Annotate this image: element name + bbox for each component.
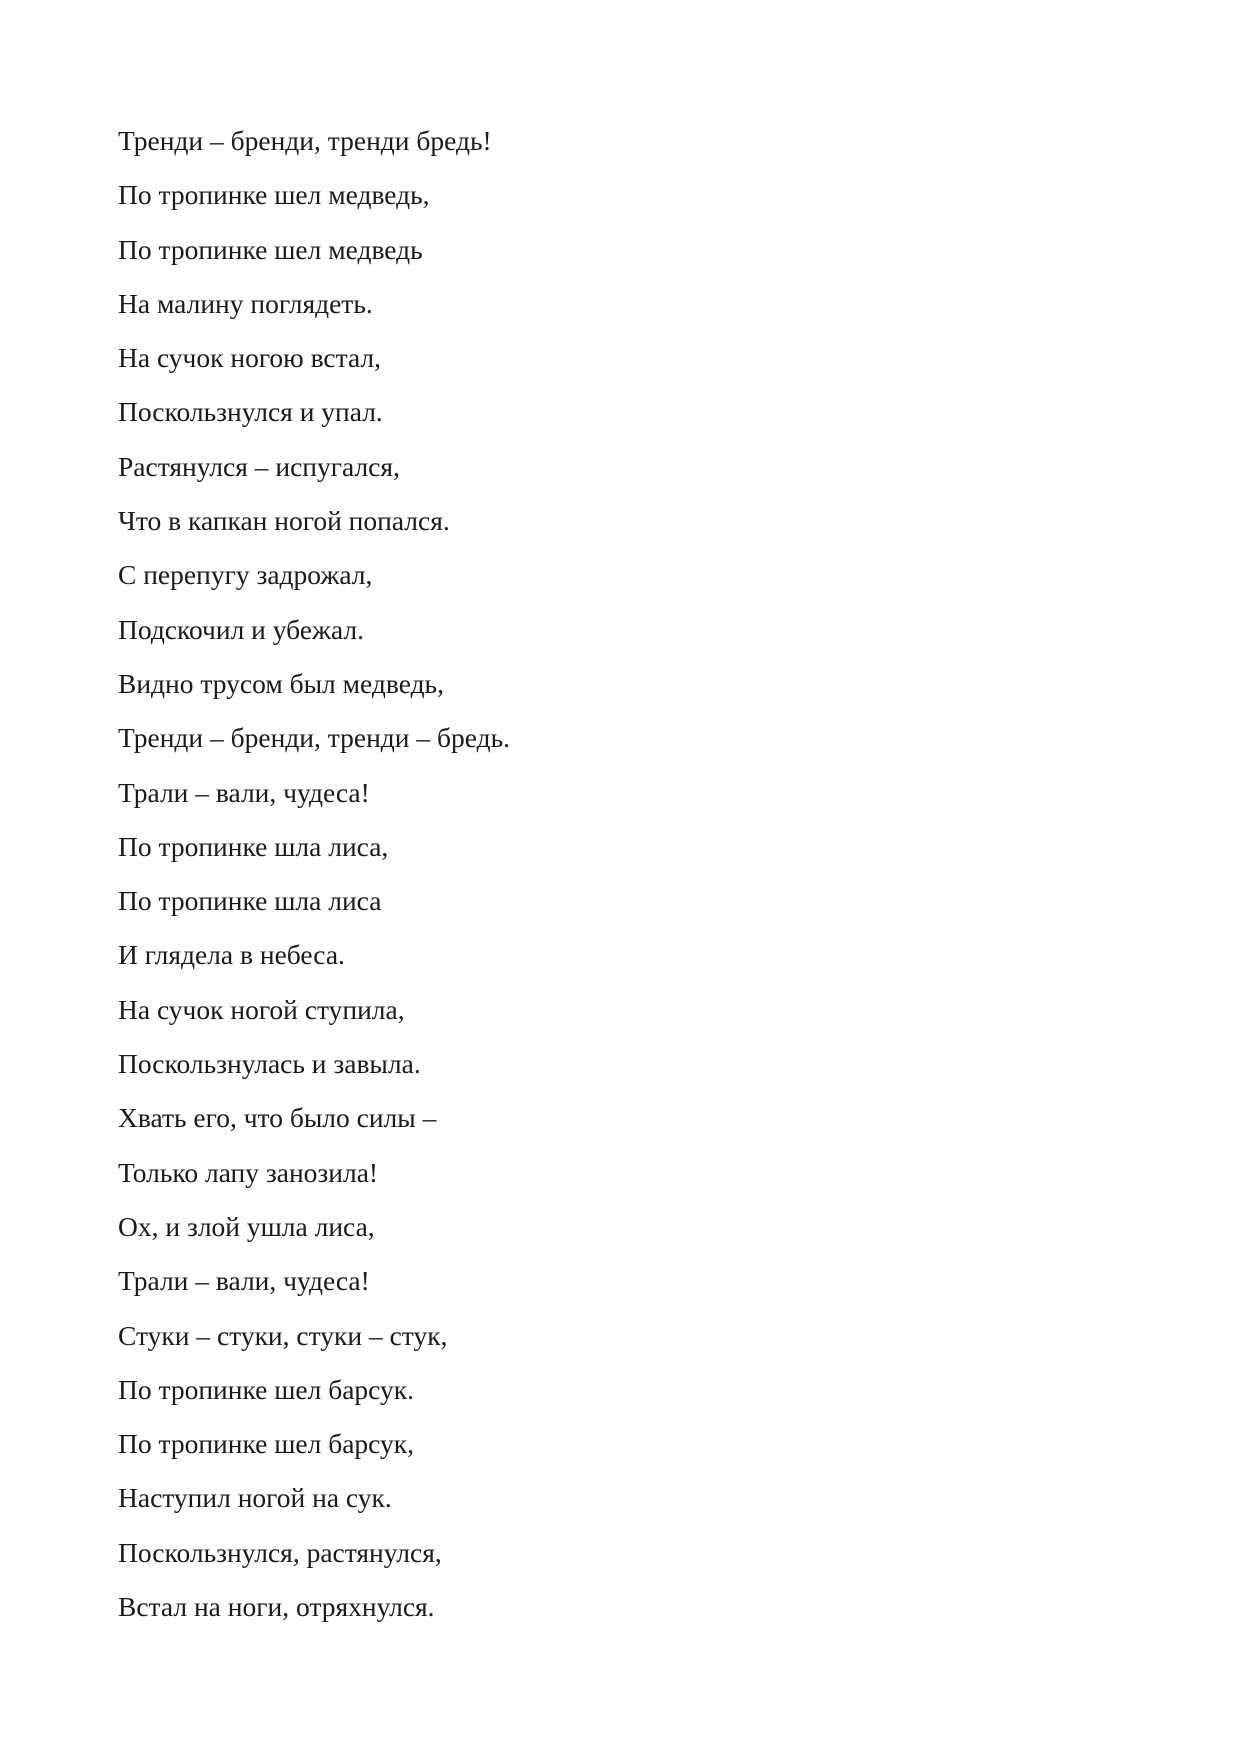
poem-line: Встал на ноги, отряхнулся.	[118, 1591, 435, 1623]
poem-line: Поскользнулся и упал.	[118, 396, 383, 428]
poem-line: Поскользнулась и завыла.	[118, 1048, 421, 1080]
poem-line: Подскочил и убежал.	[118, 613, 365, 645]
poem-text	[118, 114, 1118, 1634]
poem-line: Растянулся – испугался,	[118, 450, 400, 482]
poem-line: Стуки – стуки, стуки – стук,	[118, 1319, 448, 1351]
poem-line: Трали – вали, чудеса!	[118, 776, 370, 808]
poem-line: По тропинке шла лиса	[118, 885, 382, 917]
poem-line: Ох, и злой ушла лиса,	[118, 1210, 375, 1242]
poem-line: Видно трусом был медведь,	[118, 667, 444, 699]
poem-line: На сучок ногой ступила,	[118, 993, 405, 1025]
poem-line: Что в капкан ногой попался.	[118, 505, 450, 537]
poem-line: По тропинке шел барсук,	[118, 1428, 415, 1460]
poem-line: Хвать его, что было силы –	[118, 1102, 437, 1134]
poem-line: Трали – вали, чудеса!	[118, 1265, 370, 1297]
poem-line: Тренди – бренди, тренди бредь!	[118, 125, 492, 156]
poem-line: По тропинке шел медведь,	[118, 179, 430, 211]
poem-line: И глядела в небеса.	[118, 939, 345, 971]
poem-line: На малину поглядеть.	[118, 287, 373, 319]
poem-line: По тропинке шел барсук.	[118, 1373, 415, 1405]
poem-line: По тропинке шел медведь	[118, 233, 423, 265]
poem-line: Только лапу занозила!	[118, 1156, 379, 1188]
poem-line: Наступил ногой на сук.	[118, 1482, 392, 1514]
poem-line: Поскользнулся, растянулся,	[118, 1536, 442, 1568]
poem-line: Тренди – бренди, тренди – бредь.	[118, 722, 510, 754]
poem-line: На сучок ногою встал,	[118, 342, 382, 374]
poem-line: С перепугу задрожал,	[118, 559, 373, 591]
poem-line: По тропинке шла лиса,	[118, 830, 389, 862]
